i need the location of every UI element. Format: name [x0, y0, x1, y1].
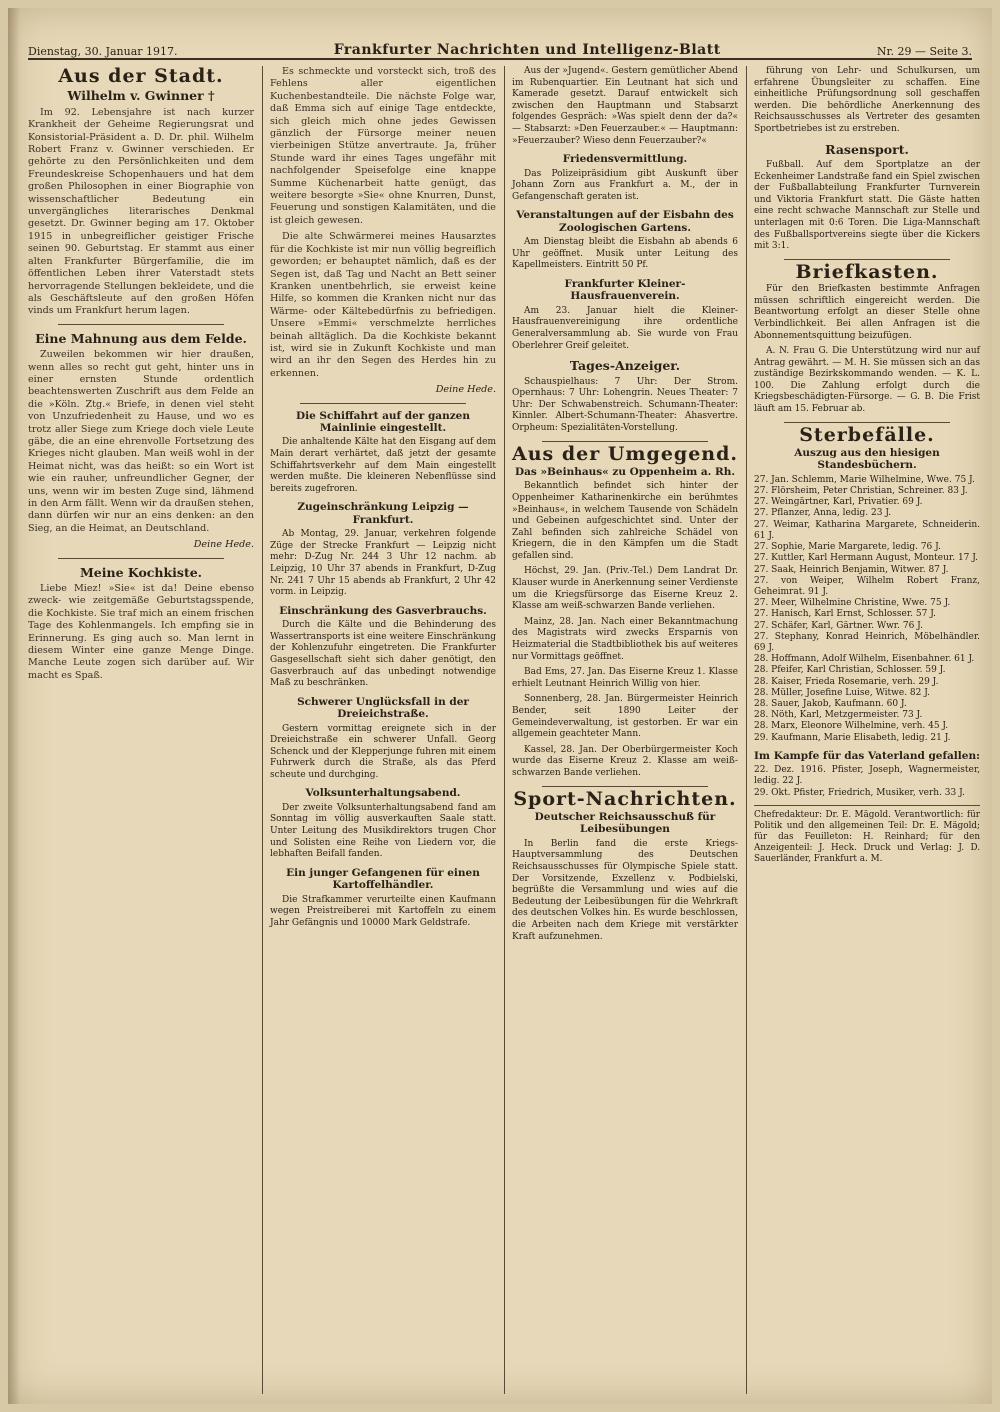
list-item: 27. Stephany, Konrad Heinrich, Möbelhändler. 69 J. [754, 631, 980, 653]
article-text-beinhaus: Bekanntlich befindet sich hinter der Oppenheimer Katharinenkirche ein berühmtes »Beinhaus«, in welchem Tausende von Schädeln und Gebeinen aufgeschichtet sind. Unter der Zahl befinden sich zahlreiche Schädel von Kriegern, die in den Kämpfen um die Stadt gefallen sind. [512, 481, 738, 561]
list-item: 28. Marx, Eleonore Wilhelmine, verh. 45 J. [754, 721, 949, 732]
page-fold-shadow [8, 8, 20, 1404]
list-item: 22. Dez. 1916. Pfister, Joseph, Wagnermeister, ledig. 22 J. [754, 765, 980, 787]
notice-title-hausfrauen: Frankfurter Kleiner-Hausfrauenverein. [564, 277, 686, 303]
section-title-stadt: Aus der Stadt. [58, 65, 224, 87]
list-item: 27. Flörsheim, Peter Christian, Schreiner. 83 J. [754, 486, 968, 497]
divider [542, 786, 708, 787]
article-title-mahnung: Eine Mahnung aus dem Felde. [35, 330, 247, 346]
list-item: 29. Kaufmann, Marie Elisabeth, ledig. 21 J. [754, 732, 951, 743]
notice-title-unfall: Schwerer Unglücksfall in der Dreieichstraße. [297, 695, 469, 721]
article-text-kassel: Kassel, 28. Jan. Der Oberbürgermeister Koch wurde das Eiserne Kreuz 2. Klasse am weiß-schwarzen Bande verliehen. [512, 744, 738, 778]
section-title-sport: Sport-Nachrichten. [513, 787, 737, 810]
article-signature: Deine Hede. [435, 384, 496, 396]
newspaper-title: Frankfurter Nachrichten und Intelligenz-Blatt [333, 42, 721, 58]
list-item: 29. Okt. Pfister, Friedrich, Musiker, verh. 33 J. [754, 787, 965, 798]
article-title-gwinner: Wilhelm v. Gwinner † [67, 88, 215, 104]
article-title-beinhaus: Das »Beinhaus« zu Oppenheim a. Rh. [514, 465, 735, 478]
divider [784, 422, 950, 423]
list-item: 28. Müller, Josefine Luise, Witwe. 82 J. [754, 687, 931, 698]
divider [784, 259, 950, 260]
article-text-ems: Bad Ems, 27. Jan. Das Eiserne Kreuz 1. Klasse erhielt Leutnant Heinrich Willig von hier. [512, 667, 738, 689]
list-item: 27. Kuttler, Karl Hermann August, Monteur. 17 J. [754, 553, 979, 564]
list-item: 27. Sophie, Marie Margarete, ledig. 76 J. [754, 542, 941, 553]
masthead [28, 36, 972, 60]
list-item: 27. Schäfer, Karl, Gärtner. Wwr. 76 J. [754, 620, 923, 631]
list-item: 28. Pfeifer, Karl Christian, Schlosser. 59 J. [754, 665, 946, 676]
article-text-kochkiste: Liebe Miez! »Sie« ist da! Deine ebenso zweck- wie zeitgemäße Geburtstagsspende, die Kochkiste. Sie traf mich an einem frischen Tage des Kohlenmangels. Ich empfing sie in Erinnerung. Es ging auch so. Man lernt in diesem Winter eine ganze Menge Dinge. Manche Leute zogen sich darüber auf. Wir macht es Spaß. [28, 583, 254, 681]
notice-text-unfall: Gestern vormittag ereignete sich in der Dreieichstraße ein schwerer Unfall. Georg Schenck und der Klepperjunge fuhren mit einem Fuhrwerk durch die Straße, als das Pferd scheute und durchging. [270, 723, 496, 780]
notice-title-volksabend: Volksunterhaltungsabend. [305, 787, 461, 800]
section-title-briefkasten: Briefkasten. [795, 260, 939, 283]
notice-title-tagesanzeiger: Tages-Anzeiger. [569, 358, 681, 374]
section-title-rasensport: Rasensport. [825, 141, 909, 157]
notice-title-zug: Zugeinschränkung Leipzig — Frankfurt. [297, 501, 469, 526]
column-4 [754, 66, 980, 869]
death-list [754, 475, 980, 744]
section-title-umgegend: Aus der Umgegend. [512, 442, 738, 465]
briefkasten-intro: Für den Briefkasten bestimmte Anfragen müssen schriftlich eingereicht werden. Die Beantwortung erfolgt an dieser Stelle ohne Verbindlichkeit. Bei allen Anfragen ist die Abonnementsquittung beizufügen. [754, 284, 980, 341]
divider [58, 324, 224, 325]
article-text-kochkiste-cont2: Die alte Schwärmerei meines Hausarztes für die Kochkiste ist mir nun völlig begreiflich geworden; er behauptet nämlich, daß es der Segen ist, daß Tag und Nacht an Bett seiner Kranken unentbehrlich, sie erweist keine Hilfe, so kommen die Kranken nicht nur das Wärme- oder Kältebedürfnis zu befriedigen. Unsere »Emmi« verschmelzte herrliches beinah alltäglich. Da die Kochkiste bekannt ist, wird sie in Zukunft Kochkiste und man wird an ihr den Segen des Herdes hin zu erkennen. [270, 231, 496, 379]
divider [300, 403, 466, 404]
notice-text-kartoffel: Die Strafkammer verurteilte einen Kaufmann wegen Preistreiberei mit Kartoffeln zu einem Jahr Gefängnis und 10000 Mark Geldstrafe. [270, 894, 496, 928]
list-item: 27. Weimar, Katharina Margarete, Schneiderin. 61 J. [754, 519, 980, 541]
article-signature: Deine Hede. [193, 539, 254, 551]
list-item: 28. Sauer, Jakob, Kaufmann. 60 J. [754, 698, 907, 709]
list-item: 27. Pflanzer, Anna, ledig. 23 J. [754, 508, 892, 519]
column-rule [262, 66, 263, 1394]
article-text-sonnenberg: Sonnenberg, 28. Jan. Bürgermeister Heinrich Bender, seit 1890 Leiter der Gemeindeverwaltung, ist gestorben. Er war ein allgemein geachteter Mann. [512, 694, 738, 740]
notice-text-friedens: Das Polizeipräsidium gibt Auskunft über Johann Zorn aus Frankfurt a. M., der in Gefangenschaft geraten ist. [512, 168, 738, 202]
notice-text-volksabend: Der zweite Volksunterhaltungsabend fand am Sonntag im völlig ausverkauften Saale statt. Unter Leitung des Musikdirektors trugen Chor und Solisten eine Reihe von Liedern vor, die lebhaften Beifall fanden. [270, 802, 496, 860]
list-item: 27. Jan. Schlemm, Marie Wilhelmine, Wwe. 75 J. [754, 474, 975, 485]
notice-title-schiffahrt: Die Schiffahrt auf der ganzen Mainlinie eingestellt. [296, 409, 470, 434]
notice-text-eisbahn: Am Dienstag bleibt die Eisbahn ab abends 6 Uhr geöffnet. Musik unter Leitung des Kapellmeisters. Eintritt 50 Pf. [512, 237, 738, 271]
section-title-sterbefaelle: Sterbefälle. [799, 423, 935, 446]
list-item: 28. Hoffmann, Adolf Wilhelm, Eisenbahner. 61 J. [754, 654, 975, 665]
column-2 [270, 66, 496, 933]
column-3 [512, 66, 738, 947]
list-item: 27. Meer, Wilhelmine Christine, Wwe. 75 J. [754, 598, 951, 609]
notice-title-friedens: Friedensvermittlung. [562, 153, 688, 166]
article-text-gwinner: Im 92. Lebensjahre ist nach kurzer Krankheit der Geheime Regierungsrat und Konsistorial-Präsident a. D. Dr. phil. Wilhelm Robert Franz v. Gwinner verschieden. Er gehörte zu den Persönlichkeiten und dem Freundeskreise Schopenhauers und hat dem großen Philosophen in einer Biographie von wissenschaftlicher Bedeutung ein unvergängliches literarisches Denkmal gesetzt. Dr. Gwinner beging am 17. Oktober 1915 in unbegreiflicher geistiger Frische seinen 90. Geburtstag. Er stammt aus einer alten Frankfurter Bürgerfamilie, die im öffentlichen Leben ihrer Vaterstadt stets hervorragende Stellungen bekleidete, und die als Geschäftsleute auf den großen Höfen vinds um Frankfurt herum lagen. [28, 106, 254, 317]
column-1 [28, 66, 254, 686]
issue-number: Nr. 29 — Seite 3. [876, 45, 972, 58]
notice-text-schiffahrt: Die anhaltende Kälte hat den Eisgang auf dem Main derart verhärtet, daß jetzt der gesamte Schiffahrtsverkehr auf dem Main eingestellt werden mußte. Die kleineren Nebenflüsse sind bereits zugefroren. [270, 437, 496, 494]
article-text-fussball: Fußball. Auf dem Sportplatze an der Eckenheimer Landstraße fand ein Spiel zwischen der Fußballabteilung Frankfurter Turnverein und Viktoria Frankfurt statt. Die Gäste hatten eine recht schwache Mannschaft zur Stelle und unterlagen mit 0:6 Toren. Die Liga-Mannschaft des Fußballsportvereins siegte über die Kickers mit 3:1. [754, 159, 980, 252]
article-text-sport-cont: führung von Lehr- und Schulkursen, um erfahrene Übungsleiter zu schaffen. Eine einheitliche Prüfungsordnung soll geschaffen werden. Die behördliche Anerkennung des Reichsausschusses als Vertreter des gesamten Sportbetriebes ist zu erstreben. [754, 66, 980, 134]
sterbefaelle-intro: Auszug aus den hiesigen Standesbüchern. [794, 447, 940, 472]
article-title-kochkiste: Meine Kochkiste. [79, 564, 203, 580]
notice-title-gas: Einschränkung des Gasverbrauchs. [279, 604, 487, 617]
notice-title-kartoffel: Ein junger Gefangenen für einen Kartoffelhändler. [286, 866, 480, 892]
column-rule [746, 66, 747, 1394]
list-item: 27. Hanisch, Karl Ernst, Schlosser. 57 J. [754, 609, 936, 620]
notice-text-gas: Durch die Kälte und die Behinderung des Wassertransports ist eine weitere Einschränkung der Kohlenzufuhr eingetreten. Die Frankfurter Gasgesellschaft sieht sich daher genötigt, den Gasverbrauch auf das unbedingt notwendige Maß zu beschränken. [270, 620, 496, 689]
notice-text-hausfrauen: Am 23. Januar hielt die Kleiner-Hausfrauenvereinigung ihre ordentliche Generalversammlung ab. Sie wurde von Frau Oberlehrer Greif geleitet. [512, 305, 738, 351]
article-text-mainz: Mainz, 28. Jan. Nach einer Bekanntmachung des Magistrats wird zwecks Ersparnis von Heizmaterial die Stadtbibliothek bis auf weiteres nur Vormittags geöffnet. [512, 616, 738, 662]
article-text-jugend: Aus der »Jugend«. Gestern gemütlicher Abend im Rubenquartier. Ein Leutnant hat sich und Kamerade gesetzt. Darauf entwickelt sich zwischen den Hauptmann und Stabsarzt folgendes Gespräch: »Was spielt denn der da?« — Stabsarzt: »Den Feuerzauber.« — Hauptmann: »Feuerzauber? Wieso denn Feuerzauber?« [512, 66, 738, 146]
list-item: 27. Saak, Heinrich Benjamin, Witwer. 87 J. [754, 564, 949, 575]
notice-text-tagesanzeiger: Schauspielhaus: 7 Uhr: Der Strom. Opernhaus: 7 Uhr: Lohengrin. Neues Theater: 7 Uhr: Der Schwabenstreich. Schumann-Theater: Kinnler. Albert-Schumann-Theater: Ahasvertre. Orpheum: Spezialitäten-Vorstellung. [512, 376, 738, 433]
column-rule [504, 66, 505, 1394]
briefkasten-answers: A. N. Frau G. Die Unterstützung wird nur auf Antrag gewährt. — M. H. Sie müssen sich an das zuständige Bezirkskommando wenden. — K. L. 100. Die Zahlung erfolgt durch die Kriegsbeschädigten-Fürsorge. — G. B. Die Frist läuft am 15. Februar ab. [754, 346, 980, 415]
notice-text-zug: Ab Montag, 29. Januar, verkehren folgende Züge der Strecke Frankfurt — Leipzig nicht mehr: D-Zug Nr. 244 3 Uhr 12 nachm. ab Leipzig, 10 Uhr 37 abends in Frankfurt, D-Zug Nr. 241 7 Uhr 15 abends ab Frankfurt, 2 Uhr 42 vorm. in Leipzig. [270, 529, 496, 598]
issue-date: Dienstag, 30. Januar 1917. [28, 45, 178, 58]
article-text-reichsausschuss: In Berlin fand die erste Kriegs-Hauptversammlung des Deutschen Reichsausschusses für Olympische Spiele statt. Der Vorsitzende, Exzellenz v. Podbielski, begrüßte die Versammlung und wies auf die Bedeutung der Leibesübungen für die Wehrkraft des deutschen Volkes hin. Es wurde beschlossen, die Arbeiten nach dem Kriege mit verstärkter Kraft aufzunehmen. [512, 838, 738, 942]
list-item: 28. Kaiser, Frieda Rosemarie, verh. 29 J. [754, 676, 939, 687]
list-item: 28. Nöth, Karl, Metzgermeister. 73 J. [754, 710, 923, 721]
fallen-title: Im Kampfe für das Vaterland gefallen: [754, 749, 980, 762]
article-title-reichsausschuss: Deutscher Reichsausschuß für Leibesübungen [534, 810, 716, 836]
article-text-kochkiste-cont: Es schmeckte und vorsteckt sich, troß des Fehlens aller eigentlichen Kuchenbestandteile. Die nächste Folge war, daß Emma sich auf einige Tage entdeckte, sich gleich mich ohne jedes Gewissen gänzlich der Fürsorge meiner neuen vierbeinigen Stütze anvertraute. Ja, früher Stunde ward ihr eines Tages ungefähr mit nachfolgender Speisefolge eine knappe Summe Küchenarbeit hatte genügt, das weitere besorgte »Sie« ohne Knurren, Dunst, Feuerung und sonstigen Kalamitäten, und die ist gleich gewesen. [270, 66, 496, 226]
article-text-hoechst: Höchst, 29. Jan. (Priv.-Tel.) Dem Landrat Dr. Klauser wurde in Anerkennung seiner Verdienste um die Kriegsfürsorge das Eiserne Kreuz 2. Klasse am weiß-schwarzen Bande verliehen. [512, 566, 738, 612]
fallen-list [754, 765, 980, 799]
article-text-mahnung: Zuweilen bekommen wir hier draußen, wenn alles so recht gut geht, hinter uns in einer ernsten Stunde ordentlich beachtenswerten Zuschrift aus dem Felde an die »Köln. Ztg.« Briefe, in denen viel steht von Unzufriedenheit zu Hause, und wo es trotz aller Siege zum Kriege doch viele Leute gäbe, die an eine ehrenvolle Fortsetzung des Krieges nicht glauben. Man weiß wohl in der Heimat nicht, was das heißt: so ein Wort ist wie ein rauher, unfreundlicher Gegner, der uns, wenn wir im besten Zuge sind, lähmend in den Arm fällt. Wenn wir da draußen stehen, dann dürfen wir nur an eins denken: an den Sieg, an die Heimat, an Deutschland. [28, 349, 254, 534]
list-item: 27. Weingärtner, Karl, Privatier. 69 J. [754, 497, 923, 508]
divider [542, 441, 708, 442]
divider [58, 558, 224, 559]
notice-title-eisbahn: Veranstaltungen auf der Eisbahn des Zoologischen Gartens. [516, 209, 734, 234]
imprint: Chefredakteur: Dr. E. Mägold. Verantwortlich: für Politik und den allgemeinen Teil: Dr. E. Mägold; für das Feuilleton: H. Reinhard; für den Anzeigenteil: J. Heck. Druck und Verlag: J. D. Sauerländer, Frankfurt a. M. [754, 805, 980, 865]
list-item: 27. von Weiper, Wilhelm Robert Franz, Geheimrat. 91 J. [754, 575, 980, 597]
newspaper-page [8, 8, 992, 1404]
